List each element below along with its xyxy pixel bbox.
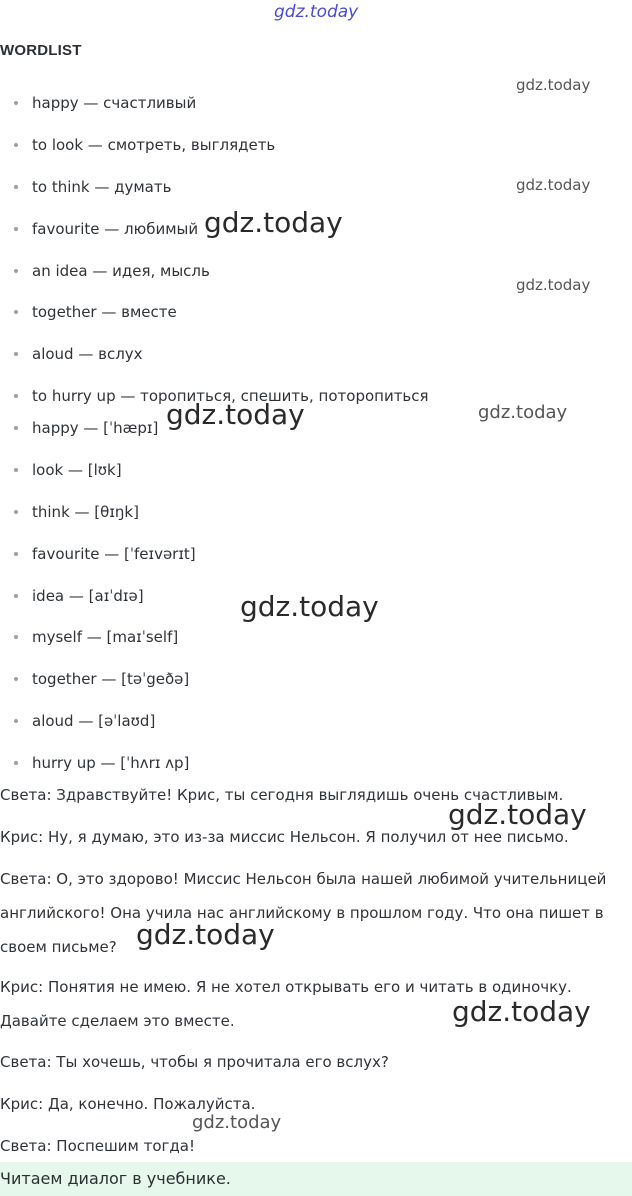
bullet-icon [14,761,18,765]
list-item: aloud — вслух [14,344,143,364]
list-item: favourite — [ˈfeɪvərɪt] [14,544,196,564]
bullet-icon [14,719,18,723]
list-item: think — [θɪŋk] [14,502,139,522]
watermark: gdz.today [516,76,591,94]
bullet-icon [14,143,18,147]
dialog-line: Света: О, это здорово! Миссис Нельсон была нашей любимой учительницей английского! Она учила нас английскому в прошлом году. Что она пишет в своем письме? [0,870,607,956]
watermark: gdz.today [452,995,591,1028]
bullet-icon [14,510,18,514]
list-item: together — вместе [14,302,177,322]
note-banner: Читаем диалог в учебнике. [0,1162,632,1196]
list-item: aloud — [əˈlaʊd] [14,711,155,731]
bullet-icon [14,227,18,231]
bullet-icon [14,468,18,472]
bullet-icon [14,352,18,356]
list-item: happy — [ˈhæpɪ] [14,418,158,438]
wordlist-heading: WORDLIST [0,42,82,59]
bullet-icon [14,677,18,681]
bullet-icon [14,269,18,273]
watermark: gdz.today [516,176,591,194]
watermark: gdz.today [240,590,379,623]
list-item: happy — счастливый [14,93,196,113]
watermark: gdz.today [136,918,275,951]
watermark: gdz.today [204,206,343,239]
bullet-icon [14,394,18,398]
bullet-icon [14,552,18,556]
dialog-line: Крис: Ну, я думаю, это из-за миссис Нельсон. Я получил от нее письмо. [0,828,569,846]
list-item: to think — думать [14,177,171,197]
watermark-top: gdz.today [274,2,359,22]
list-item: hurry up — [ˈhʌrɪ ʌp] [14,753,189,773]
list-item: look — [lʊk] [14,460,122,480]
dialog-line: Света: Здравствуйте! Крис, ты сегодня выглядишь очень счастливым. [0,786,564,804]
bullet-icon [14,101,18,105]
bullet-icon [14,185,18,189]
list-item: together — [təˈgeðə] [14,669,189,689]
bullet-icon [14,594,18,598]
watermark: gdz.today [478,402,568,423]
dialog-line: Света: Поспешим тогда! [0,1137,195,1155]
list-item: idea — [aɪˈdɪə] [14,586,144,606]
list-item: favourite — любимый [14,219,198,239]
list-item: an idea — идея, мысль [14,261,210,281]
watermark: gdz.today [516,276,591,294]
list-item: to hurry up — торопиться, спешить, поторопиться [14,386,429,406]
watermark: gdz.today [192,1112,282,1133]
bullet-icon [14,310,18,314]
list-item: to look — смотреть, выглядеть [14,135,275,155]
watermark: gdz.today [166,398,305,431]
bullet-icon [14,426,18,430]
watermark: gdz.today [448,798,587,831]
dialog-line: Крис: Да, конечно. Пожалуйста. [0,1095,256,1113]
dialog-line: Света: Ты хочешь, чтобы я прочитала его вслух? [0,1053,389,1071]
bullet-icon [14,635,18,639]
list-item: myself — [maɪˈself] [14,627,178,647]
dialog-line: Крис: Понятия не имею. Я не хотел открывать его и читать в одиночку. Давайте сделаем это вместе. [0,978,572,1030]
